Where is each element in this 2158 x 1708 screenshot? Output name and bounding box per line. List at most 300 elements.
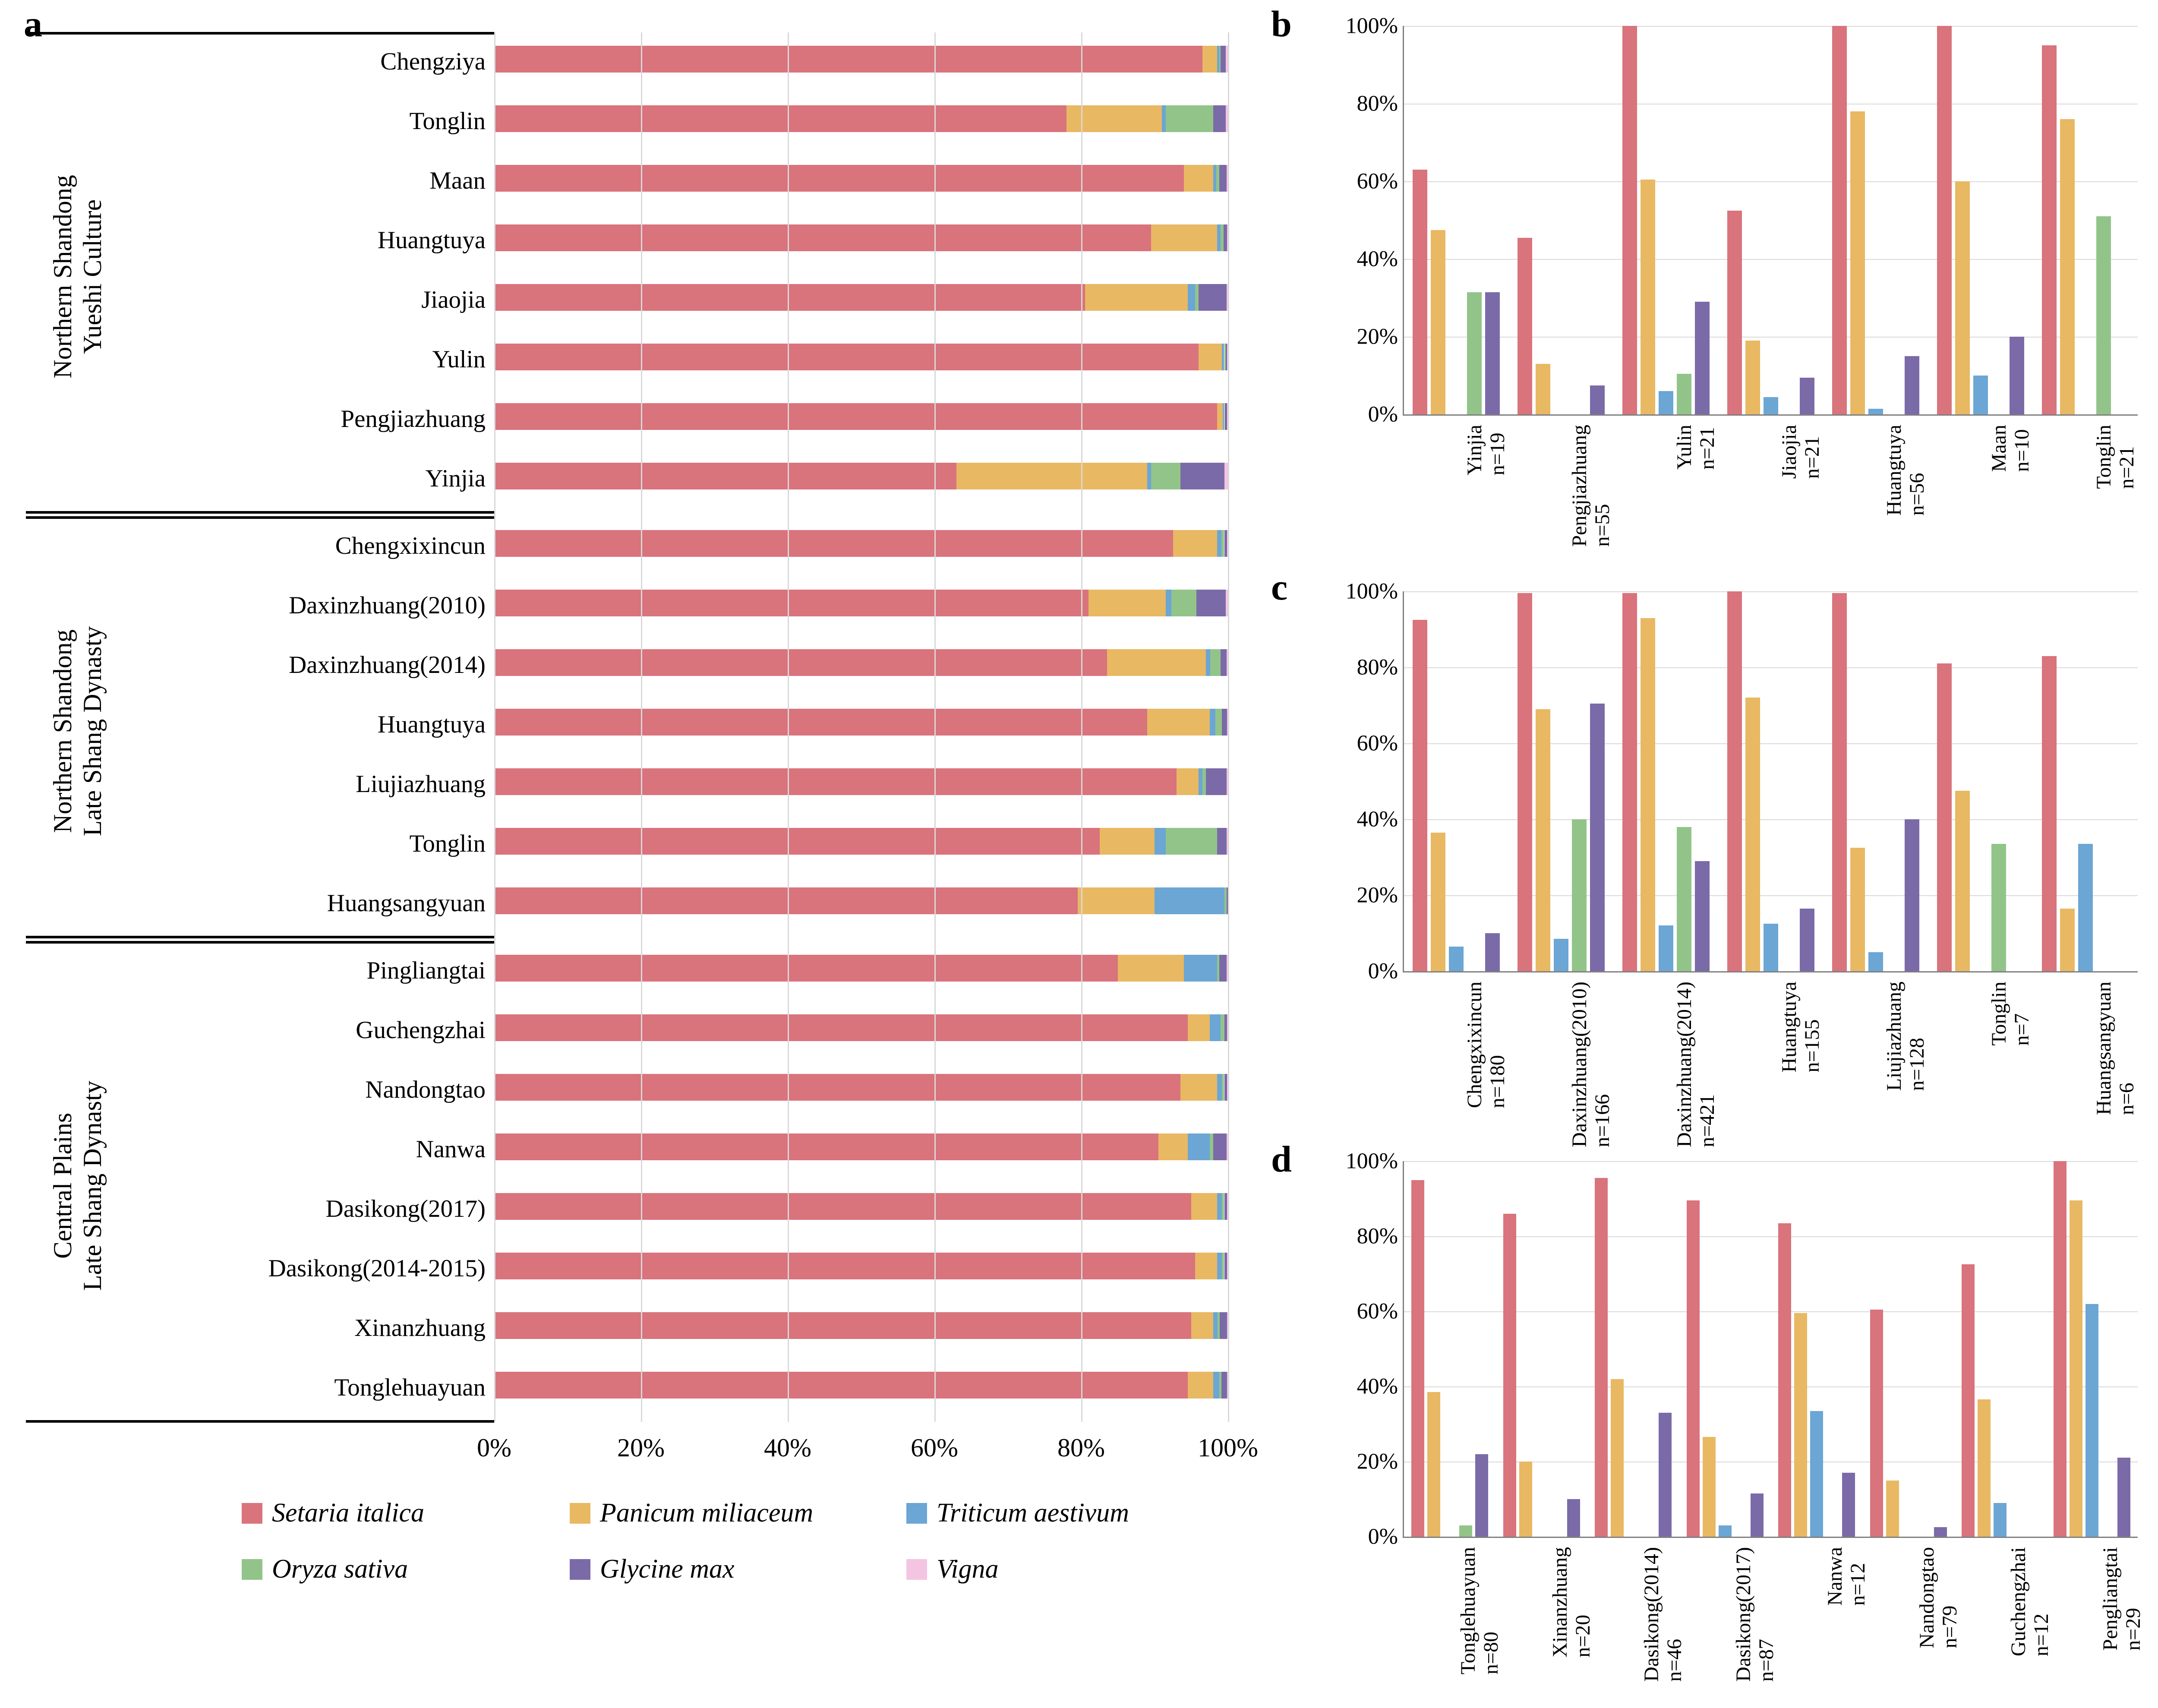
bar-segment	[1191, 1312, 1213, 1339]
legend-swatch	[570, 1559, 590, 1580]
bar-segment	[1107, 649, 1206, 676]
x-category-site: Daxinzhuang(2014)	[1673, 982, 1696, 1147]
gridline	[641, 32, 642, 1422]
bar	[1800, 909, 1814, 971]
bar-segment	[1155, 828, 1166, 855]
bar	[1703, 1437, 1716, 1537]
bar	[1695, 861, 1710, 971]
bar-segment	[1206, 768, 1227, 795]
bar	[1842, 1473, 1855, 1537]
bar	[1518, 238, 1532, 415]
bar	[1832, 26, 1847, 414]
stacked-bar-row	[494, 165, 1228, 192]
x-category-count: n=87	[1754, 1639, 1778, 1682]
bar	[1955, 791, 1970, 971]
x-category-site: Xinanzhuang	[1548, 1547, 1571, 1657]
x-category-site: Dasikong(2014)	[1640, 1547, 1663, 1682]
legend-item	[242, 1554, 408, 1585]
y-tick-label: 0%	[1368, 1524, 1398, 1549]
legend-label: Glycine max	[600, 1554, 735, 1584]
group-label-line: Northern Shandong	[48, 629, 77, 833]
y-tick-label: 80%	[1357, 655, 1398, 680]
bar	[2054, 1161, 2067, 1537]
bar-segment	[1147, 709, 1210, 736]
y-tick-label: 0%	[1368, 402, 1398, 427]
x-category-site: Jiaojia	[1778, 425, 1801, 479]
bar	[1641, 180, 1655, 415]
x-category-label	[2007, 1547, 2053, 1656]
bar	[1677, 374, 1691, 415]
bar-segment	[1222, 709, 1227, 736]
legend-label: Triticum aestivum	[937, 1498, 1129, 1528]
bar-segment	[494, 344, 1199, 370]
panel-letter-b: b	[1271, 3, 1292, 44]
bar	[1764, 924, 1778, 971]
stacked-bar-row	[494, 463, 1228, 489]
bar-segment	[1180, 1074, 1217, 1101]
bar-segment	[1173, 530, 1217, 557]
bar-segment	[1213, 1312, 1218, 1339]
x-category-count: n=128	[1905, 1038, 1928, 1091]
bar-segment	[1199, 768, 1202, 795]
bar-segment	[1158, 1133, 1188, 1160]
bar	[1764, 397, 1778, 415]
bar-segment	[1202, 46, 1217, 73]
site-label: Tonglin	[409, 107, 486, 135]
bar-segment	[494, 768, 1177, 795]
x-category-count: n=21	[1695, 426, 1719, 470]
bar-segment	[1224, 463, 1228, 489]
stacked-bar-row	[494, 1372, 1228, 1399]
stacked-bar-row	[494, 403, 1228, 430]
bar-segment	[1217, 224, 1221, 251]
bar-segment	[1210, 649, 1221, 676]
stacked-bar-row	[494, 530, 1228, 557]
bar-segment	[1224, 224, 1227, 251]
x-category-label	[1464, 982, 1509, 1108]
bar	[1413, 620, 1427, 971]
site-label: Daxinzhuang(2010)	[289, 592, 486, 619]
bar-segment	[494, 1372, 1188, 1399]
panel-b-grouped-bars	[1316, 13, 2138, 547]
y-tick-label: 100%	[1345, 1149, 1398, 1174]
bar-segment	[1188, 1133, 1210, 1160]
stacked-bar-row	[494, 955, 1228, 982]
bar-segment	[1219, 955, 1227, 982]
x-category-site: Daxinzhuang(2010)	[1568, 982, 1591, 1147]
panel-letter-c: c	[1271, 566, 1288, 608]
stacked-bar-row	[494, 590, 1228, 616]
bar-segment	[1217, 530, 1221, 557]
bar-segment	[1180, 463, 1224, 489]
bar-segment	[1100, 828, 1155, 855]
gridline	[1404, 26, 2138, 27]
gridline	[1404, 819, 2138, 820]
bar-segment	[1221, 649, 1227, 676]
bar	[2010, 337, 2024, 414]
bar-segment	[1210, 1133, 1214, 1160]
bar-segment	[1162, 105, 1166, 132]
x-category-label	[1641, 1547, 1686, 1682]
bar-segment	[1217, 1253, 1222, 1279]
y-tick-label: 40%	[1357, 246, 1398, 272]
stacked-bar-row	[494, 284, 1228, 311]
bar-segment	[494, 955, 1118, 982]
x-tick-label: 0%	[477, 1433, 511, 1462]
bar-segment	[1220, 1312, 1227, 1339]
x-category-site: Yulin	[1673, 425, 1696, 470]
gridline	[1404, 181, 2138, 182]
stacked-bar-row	[494, 46, 1228, 73]
bar-segment	[1221, 1372, 1227, 1399]
x-category-label	[1883, 982, 1929, 1091]
bar-segment	[1191, 1193, 1217, 1220]
y-tick-label: 20%	[1357, 883, 1398, 908]
y-tick-label: 100%	[1345, 13, 1398, 38]
bar	[1719, 1525, 1732, 1537]
x-category-count: n=166	[1591, 1094, 1614, 1147]
bar-segment	[1166, 828, 1217, 855]
bar	[1641, 618, 1655, 971]
group-label	[48, 523, 107, 940]
group-label	[48, 38, 107, 515]
site-label: Xinanzhuang	[354, 1314, 486, 1342]
site-label: Chengziya	[380, 48, 486, 75]
x-category-site: Guchengzhai	[2007, 1547, 2030, 1657]
bar-segment	[494, 887, 1078, 914]
x-category-label	[1549, 1547, 1595, 1657]
bar-segment	[1224, 1193, 1227, 1220]
group-label-line: Late Shang Dynasty	[78, 626, 107, 837]
bar-segment	[1210, 709, 1216, 736]
stacked-bar-row	[494, 828, 1228, 855]
group-label-line: Northern Shandong	[48, 175, 77, 379]
legend-swatch	[242, 1503, 262, 1524]
bar	[1567, 1499, 1580, 1537]
x-category-count: n=21	[2115, 446, 2138, 489]
bar	[1519, 1462, 1532, 1537]
legend-swatch	[242, 1559, 262, 1580]
x-category-count: n=180	[1486, 1055, 1509, 1108]
site-label: Huangsangyuan	[327, 890, 486, 917]
plot-area	[1345, 1149, 2138, 1549]
bar	[1467, 292, 1482, 415]
bar-segment	[1078, 887, 1155, 914]
bar	[2070, 1200, 2082, 1537]
bar-segment	[494, 46, 1202, 73]
bar-segment	[1217, 1074, 1222, 1101]
x-category-count: n=80	[1480, 1632, 1503, 1675]
x-category-label	[1916, 1547, 1962, 1648]
x-category-site: Tonglin	[2092, 425, 2115, 489]
stacked-bar-row	[494, 887, 1228, 914]
bar	[1850, 848, 1865, 971]
site-label: Tonglehuayuan	[334, 1374, 486, 1401]
x-category-label	[1673, 982, 1719, 1147]
bar	[1572, 819, 1587, 971]
y-tick-label: 60%	[1357, 1299, 1398, 1324]
x-category-count: n=55	[1591, 504, 1614, 547]
bar	[2060, 119, 2075, 414]
bar-segment	[494, 1074, 1180, 1101]
bar	[1459, 1525, 1472, 1537]
bar-segment	[494, 649, 1107, 676]
bar	[1485, 933, 1500, 971]
bar-segment	[1188, 1372, 1214, 1399]
bar-segment	[1195, 1253, 1217, 1279]
x-category-site: Tonglin	[1987, 982, 2010, 1046]
bar	[1590, 704, 1605, 971]
bar	[1850, 111, 1865, 414]
site-label: Liujiazhuang	[356, 770, 486, 798]
bar-segment	[1184, 165, 1213, 192]
bar-segment	[1224, 1014, 1227, 1041]
bar	[2042, 45, 2057, 414]
bar	[1886, 1481, 1899, 1537]
bar-segment	[1219, 165, 1227, 192]
gridline	[934, 32, 936, 1422]
x-category-count: n=12	[2030, 1613, 2053, 1657]
x-category-count: n=20	[1571, 1614, 1594, 1657]
bar	[1485, 292, 1500, 415]
bar-segment	[1215, 709, 1222, 736]
group-label-line: Yueshi Culture	[78, 199, 107, 354]
bar	[1937, 663, 1952, 971]
stacked-bar-row	[494, 768, 1228, 795]
bar-segment	[494, 1312, 1191, 1339]
bar-segment	[1217, 403, 1223, 430]
legend-item	[906, 1554, 999, 1585]
bar	[2078, 844, 2093, 971]
site-label: Tonglin	[409, 830, 486, 857]
bar-segment	[494, 1133, 1158, 1160]
bar	[1794, 1313, 1807, 1537]
bar	[1994, 1503, 2007, 1537]
stacked-bar-row	[494, 344, 1228, 370]
x-category-count: n=155	[1800, 1019, 1824, 1073]
x-category-label	[1568, 425, 1614, 547]
plot-area	[1345, 13, 2138, 427]
bar	[1934, 1527, 1947, 1537]
bar	[1962, 1264, 1975, 1537]
panel-letter-a: a	[24, 3, 42, 44]
bar-segment	[494, 1193, 1191, 1220]
x-category-site: Huangtuya	[1778, 982, 1801, 1073]
site-label: Nandongtao	[365, 1076, 486, 1103]
bar-segment	[1147, 463, 1151, 489]
site-label: Dasikong(2014-2015)	[268, 1255, 486, 1282]
gridline	[788, 32, 789, 1422]
bar	[1595, 1178, 1608, 1537]
bar-segment	[1210, 1014, 1221, 1041]
panel-d-grouped-bars	[1316, 1149, 2145, 1701]
bar-segment	[1224, 1253, 1227, 1279]
bar-segment	[1088, 590, 1166, 616]
bar-segment	[1118, 955, 1184, 982]
bar-segment	[1151, 463, 1180, 489]
bar-segment	[494, 828, 1100, 855]
gridline	[1404, 337, 2138, 338]
site-label: Daxinzhuang(2014)	[289, 651, 486, 679]
x-category-label	[1824, 1547, 1870, 1606]
bar-segment	[1216, 165, 1219, 192]
x-category-label	[1778, 982, 1824, 1073]
bar	[1411, 1180, 1424, 1537]
x-category-site: Pengliangtai	[2098, 1547, 2122, 1651]
x-category-label	[1732, 1547, 1778, 1682]
bar	[1659, 391, 1673, 414]
x-category-label	[2093, 982, 2139, 1115]
bar	[1955, 181, 1970, 414]
bar-segment	[1085, 284, 1188, 311]
y-tick-label: 60%	[1357, 731, 1398, 756]
site-label: Huangtuya	[377, 227, 486, 254]
group-label	[48, 947, 107, 1424]
bar-segment	[1213, 1372, 1219, 1399]
x-category-label	[1988, 982, 2034, 1046]
x-tick-label: 100%	[1198, 1433, 1258, 1462]
x-category-site: Nanwa	[1824, 1547, 1847, 1606]
bar	[1745, 698, 1760, 971]
legend-item	[570, 1554, 735, 1585]
bar-segment	[1188, 284, 1195, 311]
bar	[1659, 925, 1673, 971]
bar-segment	[494, 590, 1088, 616]
legend	[242, 1498, 1191, 1619]
bar	[1905, 356, 1919, 414]
bar-segment	[1199, 284, 1227, 311]
gridline	[1404, 259, 2138, 260]
bar	[2042, 656, 2057, 971]
gridline	[1404, 895, 2138, 896]
bar-segment	[1184, 955, 1217, 982]
panel-c-grouped-bars	[1316, 579, 2138, 1147]
bar-segment	[1188, 1014, 1210, 1041]
group-label-line: Central Plains	[48, 1112, 77, 1259]
x-tick-label: 20%	[617, 1433, 665, 1462]
x-category-label	[2093, 425, 2139, 489]
bar	[1622, 593, 1637, 971]
bar-segment	[494, 165, 1184, 192]
stacked-bar-row	[494, 105, 1228, 132]
bar	[2060, 909, 2075, 971]
y-tick-label: 80%	[1357, 1224, 1398, 1249]
stacked-bar-row	[494, 649, 1228, 676]
x-category-count: n=10	[2010, 429, 2033, 472]
group-label-line: Late Shang Dynasty	[78, 1080, 107, 1291]
bar	[1810, 1411, 1823, 1537]
bar-segment	[1199, 344, 1222, 370]
stacked-bar-row	[494, 1133, 1228, 1160]
bar	[1832, 593, 1847, 971]
bar-segment	[1171, 590, 1196, 616]
x-category-site: Liujiazhuang	[1882, 982, 1906, 1091]
bar-segment	[494, 403, 1217, 430]
x-category-count: n=421	[1695, 1094, 1719, 1147]
bar-segment	[494, 709, 1147, 736]
x-category-count: n=21	[1800, 436, 1824, 479]
x-category-site: Nandongtao	[1915, 1547, 1938, 1648]
bar-segment	[1213, 105, 1226, 132]
stacked-bar-row	[494, 1312, 1228, 1339]
bar	[1413, 170, 1427, 414]
site-label: Huangtuya	[377, 711, 486, 738]
bar	[1905, 819, 1919, 971]
stacked-bar-row	[494, 709, 1228, 736]
bar-segment	[1177, 768, 1199, 795]
x-tick-label: 40%	[764, 1433, 811, 1462]
x-category-site: Chengxixincun	[1463, 982, 1486, 1108]
bar-segment	[1224, 1074, 1227, 1101]
bar-segment	[1166, 105, 1214, 132]
bar-segment	[494, 1014, 1188, 1041]
bar	[1503, 1214, 1516, 1537]
bar	[2096, 216, 2111, 414]
x-category-label	[1988, 425, 2034, 472]
bar	[1518, 593, 1532, 971]
bar	[1778, 1223, 1791, 1537]
bar	[1870, 1310, 1883, 1537]
bar-segment	[1206, 649, 1210, 676]
x-category-site: Dasikong(2017)	[1732, 1547, 1755, 1682]
bar-segment	[1221, 46, 1226, 73]
bar	[1973, 376, 1988, 414]
x-category-site: Huangtuya	[1882, 425, 1906, 516]
bar	[1868, 409, 1883, 415]
site-label: Jiaojia	[421, 286, 486, 313]
x-category-count: n=56	[1905, 473, 1928, 516]
site-label: Maan	[429, 167, 486, 194]
stacked-bar-row	[494, 1014, 1228, 1041]
bar	[1745, 341, 1760, 414]
site-label: Yinjia	[425, 465, 486, 492]
x-category-count: n=6	[2115, 1083, 2138, 1115]
x-tick-label: 80%	[1057, 1433, 1105, 1462]
bar	[1659, 1413, 1672, 1537]
bar	[1751, 1493, 1764, 1537]
bar-segment	[494, 1253, 1195, 1279]
bar-segment	[1213, 1133, 1227, 1160]
x-category-label	[1778, 425, 1824, 479]
bar	[1622, 26, 1637, 414]
stacked-bar-row	[494, 224, 1228, 251]
bar	[2085, 1304, 2098, 1537]
legend-label: Setaria italica	[272, 1498, 425, 1528]
bar	[2117, 1458, 2130, 1537]
bar	[1554, 939, 1568, 971]
site-label: Dasikong(2017)	[325, 1195, 486, 1222]
site-label: Pengjiazhuang	[341, 405, 486, 433]
bar-segment	[1221, 1014, 1224, 1041]
bar-segment	[1151, 224, 1217, 251]
x-tick-label: 60%	[911, 1433, 958, 1462]
stacked-bar-row	[494, 1074, 1228, 1101]
site-label: Pingliangtai	[366, 957, 486, 984]
bar-segment	[1155, 887, 1224, 914]
bar-segment	[1202, 768, 1206, 795]
gridline	[1404, 743, 2138, 744]
stacked-bar-row	[494, 1253, 1228, 1279]
bar	[1611, 1379, 1624, 1537]
bar-segment	[1217, 1193, 1222, 1220]
bar-segment	[1213, 165, 1216, 192]
y-tick-label: 20%	[1357, 1449, 1398, 1474]
y-tick-label: 40%	[1357, 1374, 1398, 1399]
site-label: Yulin	[432, 346, 486, 373]
bar	[1536, 364, 1550, 414]
x-category-count: n=19	[1486, 433, 1509, 476]
gridline	[1081, 32, 1082, 1422]
